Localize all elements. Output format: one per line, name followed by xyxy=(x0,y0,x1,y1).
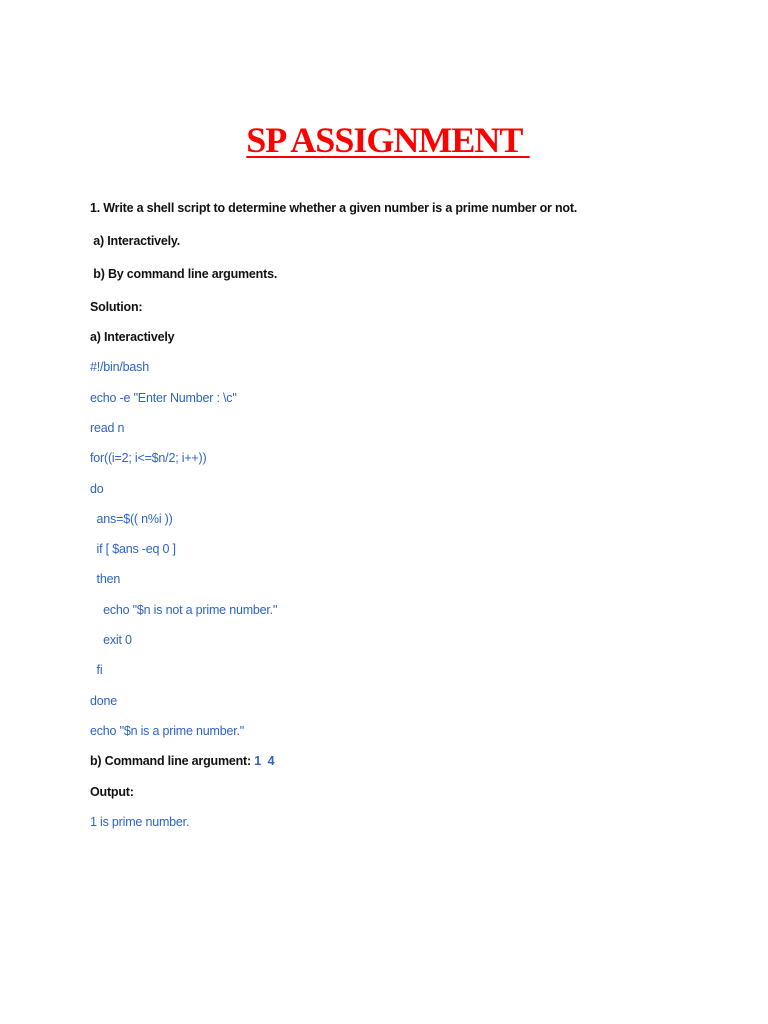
solution-b-label: b) Command line argument: xyxy=(90,754,255,768)
question-text: 1. Write a shell script to determine whether a given number is a prime number or not. xyxy=(90,201,578,215)
code-line: echo "$n is a prime number." xyxy=(90,724,245,738)
code-line: then xyxy=(90,572,121,586)
output-label: Output: xyxy=(90,785,134,799)
solution-b-line xyxy=(90,753,274,769)
code-line: read n xyxy=(90,421,125,435)
code-line: exit 0 xyxy=(90,633,132,647)
solution-b-args: 1 4 xyxy=(254,754,275,768)
code-line: do xyxy=(90,482,104,496)
code-line: #!/bin/bash xyxy=(90,360,149,374)
code-line: fi xyxy=(90,663,103,677)
output-text: 1 is prime number. xyxy=(90,815,190,829)
question-part-b: b) By command line arguments. xyxy=(90,267,278,281)
code-line: done xyxy=(90,694,118,708)
solution-label: Solution: xyxy=(90,300,143,314)
code-line: echo -e "Enter Number : \c" xyxy=(90,391,237,405)
page-title: SP ASSIGNMENT xyxy=(246,120,530,160)
code-line: echo "$n is not a prime number." xyxy=(90,603,278,617)
code-line: if [ $ans -eq 0 ] xyxy=(90,542,176,556)
code-line: ans=$(( n%i )) xyxy=(90,512,173,526)
code-line: for((i=2; i<=$n/2; i++)) xyxy=(90,451,207,465)
question-part-a: a) Interactively. xyxy=(90,234,180,248)
solution-a-label: a) Interactively xyxy=(90,330,175,344)
